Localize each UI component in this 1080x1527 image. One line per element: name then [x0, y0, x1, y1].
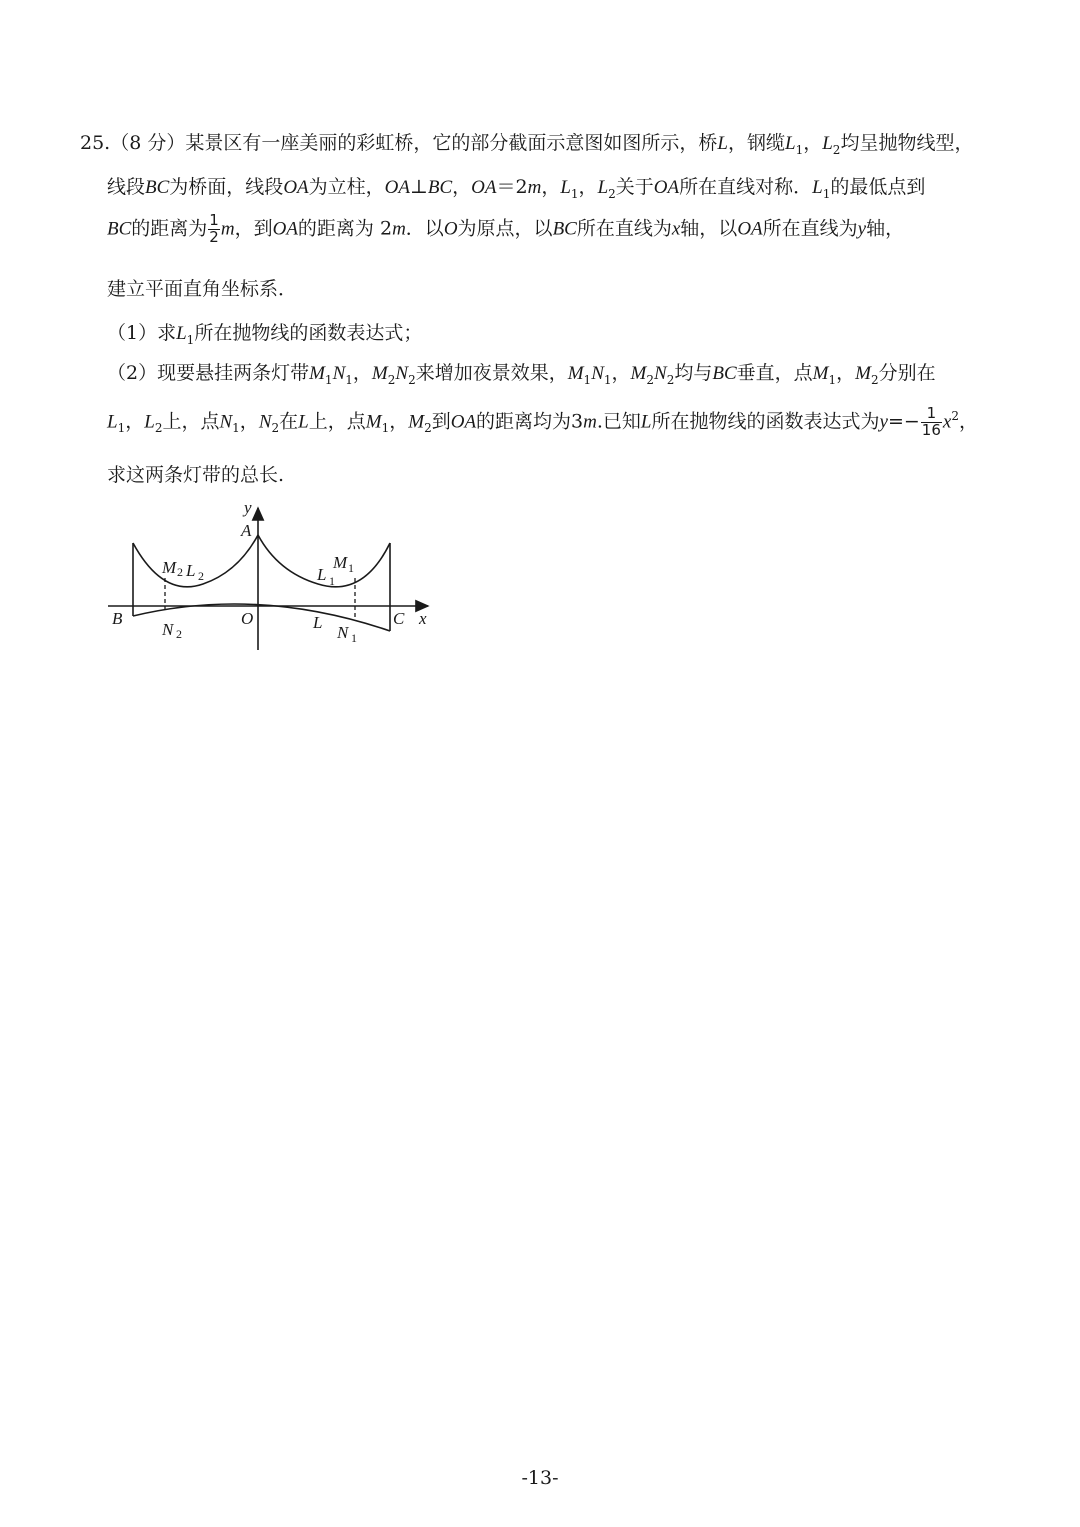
fraction-1-16 — [921, 406, 942, 439]
text: 上，点 — [308, 410, 366, 433]
var-y: y — [879, 411, 888, 433]
label-A: A — [241, 521, 252, 540]
text: ， — [578, 176, 598, 198]
var-m: m — [583, 411, 597, 433]
label-N1-sub: 1 — [351, 631, 357, 645]
text: 到 — [431, 410, 451, 433]
var-M: M — [567, 363, 584, 384]
var-L: L — [298, 411, 309, 433]
text: 钢缆 — [746, 132, 785, 154]
sub: 2 — [832, 142, 841, 157]
text: 均呈抛物线型， — [840, 132, 974, 154]
label-B: B — [112, 609, 123, 628]
sub: 2 — [646, 372, 654, 387]
var-L1: L — [560, 177, 571, 198]
text: 求这两条灯带的总长. — [107, 464, 285, 486]
var-OA: OA — [653, 177, 680, 198]
text: ， — [803, 132, 823, 154]
sub: 2 — [870, 372, 879, 387]
var-M: M — [630, 363, 647, 384]
text: 上，点 — [162, 410, 220, 433]
label-M1: M — [333, 553, 348, 572]
sub: 1 — [570, 186, 579, 201]
text: 关于 — [615, 176, 654, 198]
text: 所在直线为 — [762, 217, 858, 240]
text: .已知 — [596, 410, 641, 433]
text: 均与 — [674, 362, 713, 384]
var-L1: L — [107, 411, 118, 433]
problem-score: （8 分） — [110, 132, 186, 154]
var-m: m — [527, 177, 542, 198]
text: ， — [611, 362, 631, 384]
var-L1: L — [812, 177, 823, 198]
var-L1: L — [784, 133, 796, 154]
problem-line-1 — [80, 128, 973, 157]
text: （1）求 — [107, 322, 177, 344]
label-M2: M — [162, 558, 177, 577]
sub: 1 — [324, 372, 333, 387]
var-O: O — [443, 218, 458, 240]
var-L: L — [640, 411, 652, 433]
text: ， — [958, 410, 978, 433]
sub: 1 — [232, 421, 240, 436]
sup: 2 — [951, 408, 959, 423]
text: ， — [239, 410, 259, 433]
fraction-half — [208, 213, 220, 246]
problem-line-4 — [107, 274, 297, 301]
label-L1-sub: 1 — [329, 574, 335, 588]
var-N: N — [591, 363, 604, 384]
text: 的距离为 — [131, 217, 208, 240]
text: 垂直，点 — [736, 362, 813, 384]
text: ， — [125, 410, 145, 433]
cable-L2 — [133, 535, 258, 587]
var-OA: OA — [272, 218, 298, 240]
text: ， — [541, 176, 561, 198]
text: 所在直线为 — [576, 217, 672, 240]
problem-line-3 — [107, 213, 904, 246]
label-N2: N — [162, 620, 174, 639]
label-N2-sub: 2 — [176, 627, 182, 641]
var-L1: L — [176, 323, 187, 344]
var-BC: BC — [145, 177, 170, 198]
text: ， — [836, 362, 856, 384]
var-L2: L — [144, 411, 155, 433]
var-M: M — [855, 363, 871, 384]
sub: 1 — [828, 372, 837, 387]
var-N: N — [219, 411, 233, 433]
text: （2）现要悬挂两条灯带 — [107, 362, 310, 384]
label-C: C — [393, 609, 405, 628]
text: 某景区有一座美丽的彩虹桥，它的部分截面示意图如图所示，桥 — [185, 132, 718, 154]
bridge-figure — [103, 500, 443, 660]
question-2-line-2 — [107, 406, 978, 439]
var-OA: OA — [471, 177, 497, 198]
text: 为原点，以 — [457, 217, 553, 240]
text: 来增加夜景效果， — [415, 362, 568, 384]
var-M: M — [371, 363, 388, 384]
label-L2: L — [186, 561, 196, 580]
problem-number: 25. — [80, 132, 111, 154]
var-x: x — [671, 218, 681, 240]
problem-line-2 — [107, 172, 925, 201]
sub: 2 — [271, 421, 280, 436]
text: 的距离均为3 — [476, 410, 584, 433]
text: 轴， — [866, 217, 905, 240]
sub: 2 — [408, 372, 416, 387]
text: 在 — [279, 410, 299, 433]
sub: 2 — [608, 186, 616, 201]
text: 所在抛物线的函数表达式； — [194, 322, 423, 344]
label-x: x — [419, 609, 427, 628]
sub: 1 — [345, 372, 353, 387]
sub: 2 — [666, 372, 675, 387]
var-L: L — [717, 133, 728, 154]
var-x: x — [942, 411, 952, 433]
var-M: M — [408, 411, 425, 433]
var-OA: OA — [283, 177, 309, 198]
sub: 1 — [603, 372, 612, 387]
question-1 — [107, 318, 422, 347]
text: 建立平面直角坐标系． — [107, 278, 298, 300]
label-N1: N — [337, 623, 349, 642]
sub: 2 — [154, 421, 163, 436]
text: 的最低点到 — [830, 176, 926, 198]
text: 线段 — [107, 176, 146, 198]
label-L2-sub: 2 — [198, 569, 204, 583]
text: 轴，以 — [680, 217, 738, 240]
frac-den: 16 — [921, 420, 941, 439]
var-M: M — [309, 363, 325, 384]
text: 所在直线对称． — [679, 176, 813, 198]
text: 为桥面，线段 — [169, 176, 284, 198]
sub: 1 — [186, 332, 195, 347]
var-BC: BC — [427, 177, 453, 198]
sub: 1 — [381, 421, 390, 436]
frac-num: 1 — [921, 406, 942, 423]
var-m: m — [392, 218, 406, 240]
sub: 1 — [822, 186, 831, 201]
var-BC: BC — [552, 218, 577, 240]
text: ， — [452, 176, 472, 198]
var-M: M — [365, 411, 382, 433]
text: ，到 — [234, 217, 273, 240]
var-y: y — [857, 218, 867, 240]
var-M: M — [812, 363, 829, 384]
text: 所在抛物线的函数表达式为 — [651, 410, 880, 433]
sub: 2 — [387, 372, 396, 387]
page-number: -13- — [521, 1467, 559, 1489]
var-L2: L — [822, 133, 833, 154]
var-OA: OA — [450, 411, 477, 433]
var-BC: BC — [107, 218, 132, 240]
var-BC: BC — [712, 363, 737, 384]
label-L: L — [313, 613, 323, 632]
var-N: N — [258, 411, 272, 433]
text: ．以 — [405, 217, 444, 240]
var-N: N — [654, 363, 667, 384]
label-M1-sub: 1 — [348, 561, 354, 575]
text: =− — [887, 410, 920, 433]
text: ＝2 — [496, 176, 528, 198]
sub: 2 — [424, 421, 432, 436]
var-N: N — [332, 363, 346, 384]
var-OA: OA — [737, 218, 763, 240]
var-OA: OA — [384, 177, 410, 198]
text: ， — [352, 362, 372, 384]
sub: 1 — [583, 372, 592, 387]
var-L2: L — [597, 177, 609, 198]
text: 分别在 — [878, 362, 936, 384]
text: 为立柱， — [308, 176, 385, 198]
text: 的距离为 2 — [297, 217, 393, 240]
label-y: y — [244, 500, 252, 517]
text: ， — [389, 410, 409, 433]
sub: 1 — [795, 142, 804, 157]
text: ， — [727, 132, 747, 154]
perp-symbol: ⊥ — [409, 176, 428, 198]
label-M2-sub: 2 — [177, 565, 183, 579]
label-L1: L — [317, 565, 327, 584]
label-O: O — [241, 609, 254, 628]
var-m: m — [220, 218, 235, 240]
var-N: N — [395, 363, 409, 384]
frac-num: 1 — [209, 211, 219, 229]
frac-den: 2 — [209, 227, 219, 246]
question-2 — [107, 358, 936, 387]
sub: 1 — [117, 421, 126, 436]
question-2-line-3 — [107, 460, 284, 487]
